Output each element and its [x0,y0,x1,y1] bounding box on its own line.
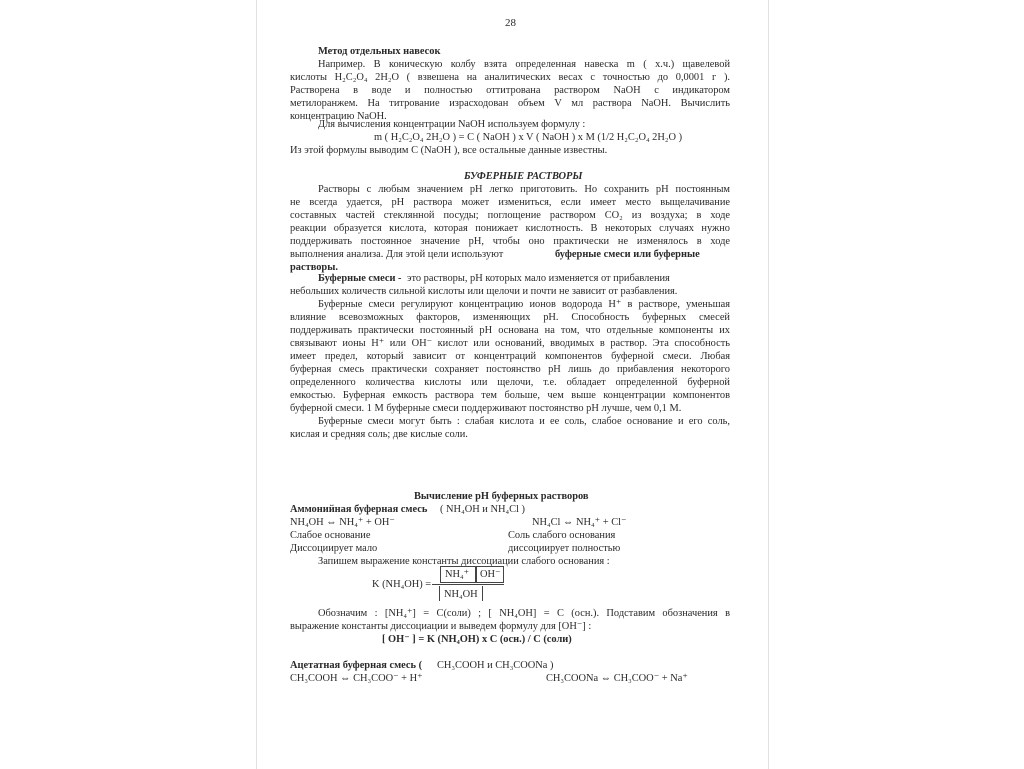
buffers-p3-line: буферной смеси. 1 М буферные смеси поддерживают постоянство рН лучше, чем 0,1 М. [290,403,682,414]
weak-base-salt-label: Соль слабого основания [508,530,616,541]
k-denominator: NH₄OH [444,589,478,600]
acetate-label: Ацетатная буферная смесь ( [290,660,423,671]
buffers-p1-line: выполнения анализа. Для этой цели используют [290,249,504,260]
method-line: Например. В коническую колбу взята определенная навеска m ( х.ч.) щавелевой [318,59,730,70]
k-numerator-hydroxide: OH⁻ [480,569,501,580]
method-line: метилоранжем. На титрование израсходован объем V мл раствора NaOH. Вычислить [290,98,730,109]
buffers-p3-line: буферная смесь практически сохраняет постоянство рН лишь до прибавления некоторого [290,364,730,375]
buffers-p2-line: небольших количеств сильной кислоты или щелочи и почти не зависит от разбавления. [290,286,678,297]
hydroxide-formula: [ OH⁻ ] = K (NH₄OH) x C (осн.) / C (соли) [382,634,572,645]
k-fraction-bar [432,584,504,585]
buffers-p1-line: реакции образуется кислота, которая понижает кислотность. В некоторых случаях нужно [290,223,730,234]
k-numerator-ion: NH₄⁺ [445,569,470,580]
buffers-p3-line: определенного количества кислоты или щелочи, т.е. обладает определенной буферной [290,377,730,388]
buffers-p3-line: связывают ионы H⁺ или OH⁻ кислот или оснований, вводимых в раствор. Эта способность [290,338,730,349]
denote-line: Обозначим : [NH₄⁺] = C(соли) ; [ NH₄OH] = C (осн.). Подставим обозначения в [318,608,730,619]
buffers-p3-line: влияние всевозможных факторов, изменяющих pH. Способность буферных смесей [290,312,730,323]
denote-line: выражение константы диссоциации и выведем формулу для [OH⁻] : [290,621,592,632]
buffers-p1-line: составных частей стеклянной посуды; поглощение раствором CO₂ из воздуха; в ходе [290,210,730,221]
buffers-p4-line: Буферные смеси могут быть : слабая кислота и ее соль, слабое основание и его соль, [318,416,730,427]
k-denominator-left-bracket [439,586,440,601]
buffers-p3-line: емкостью. Буферная емкость раствора тем больше, чем выше концентрации компонентов [290,390,730,401]
titration-formula: m ( H₂C₂O₄ 2H₂O ) = C ( NaOH ) x V ( NaOH ) x M (1/2 H₂C₂O₄ 2H₂O ) [374,132,683,143]
buffers-p3-line: поддерживать практически постоянный рН основана на том, что отдельные компоненты их [290,325,730,336]
method-line: концентрацию NaOH. [290,111,387,122]
buffers-bold-term: буферные смеси или буферные [555,249,700,260]
frame-line-left [256,0,257,769]
weak-base-label: Слабое основание [290,530,371,541]
buffers-heading: БУФЕРНЫЕ РАСТВОРЫ [464,171,583,182]
acetate-equation-left: CH₃COOH ⇔ CH₃COO⁻ + H⁺ [290,673,423,684]
dissociates-fully: диссоциирует полностью [508,543,621,554]
buffers-p4-line: кислая и средняя соль; две кислые соли. [290,429,468,440]
buffers-p1-line: поддерживать постоянное значение рН, чтобы оно практически не изменялось в ходе [290,236,730,247]
buffers-p1-line: не всегда удается, рН раствора может измениться, если имеет место выщелачивание [290,197,730,208]
calc-heading: Вычисление рН буферных растворов [414,491,589,502]
method-line: кислоты H₂C₂O₄ 2H₂O ( взвешена на аналитических весах с точностью до 0,0001 г ). [290,72,730,83]
method-heading: Метод отдельных навесок [318,46,441,57]
ammonium-formula: ( NH₄OH и NH₄Cl ) [440,504,525,515]
buffers-p2-line: это растворы, рН которых мало изменяется от прибавления [407,273,670,284]
k-expression-label: K (NH₄OH) = [372,579,432,590]
ammonium-equation-right: NH₄Cl ⇔ NH₄⁺ + Cl⁻ [532,517,627,528]
buffers-p3-line: Буферные смеси регулируют концентрацию ионов водорода H⁺ в растворе, уменьшая [318,299,730,310]
ammonium-equation-left: NH₄OH ⇔ NH₄⁺ + OH⁻ [290,517,395,528]
formula-intro: Для вычисления концентрации NaOH используем формулу : [318,119,586,130]
acetate-equation-right: CH₃COONa ⇔ CH₃COO⁻ + Na⁺ [546,673,688,684]
buffers-p1-line: Растворы с любым значением рН легко приготовить. Но сохранить рН постоянным [318,184,730,195]
formula-conclusion: Из этой формулы выводим C (NaOH ), все остальные данные известны. [290,145,608,156]
frame-line-right [768,0,769,769]
buffers-p3-line: имеет предел, который зависит от концентраций компонентов буферной смеси. Любая [290,351,730,362]
buffers-definition-term: Буферные смеси - [318,273,402,284]
constant-intro: Запишем выражение константы диссоциации слабого основания : [318,556,610,567]
page-number: 28 [505,17,516,29]
method-line: Растворена в воде и полностью оттитрована раствором NaOH с индикатором [290,85,730,96]
dissociates-little: Диссоциирует мало [290,543,378,554]
ammonium-label: Аммонийная буферная смесь [290,504,428,515]
buffers-p1-line: растворы. [290,262,338,273]
acetate-formula: CH₃COOH и CH₃COONa ) [437,660,554,671]
k-denominator-right-bracket [482,586,483,601]
